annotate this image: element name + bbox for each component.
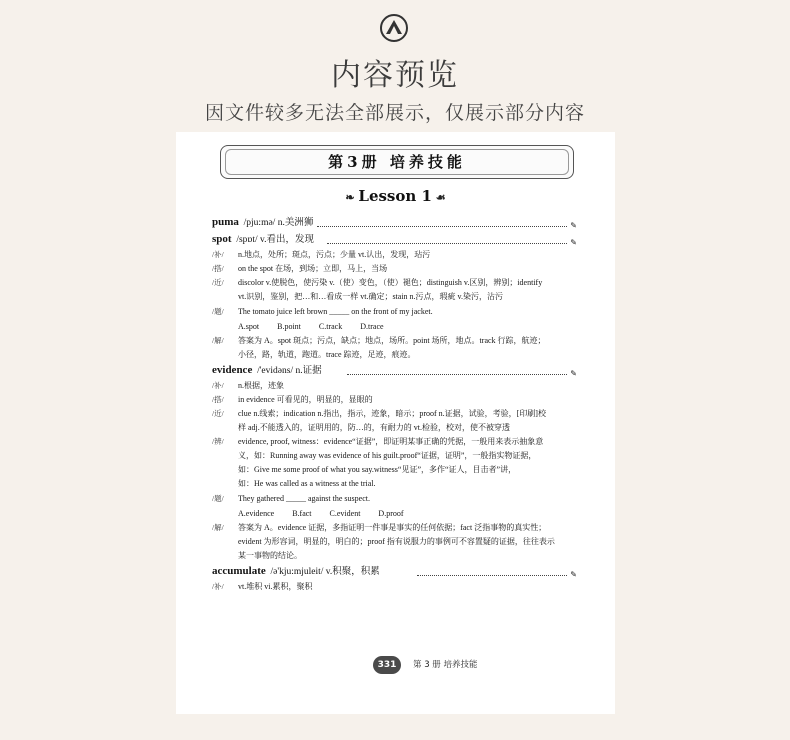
- entry-puma: puma /pju:mə/ n.美洲狮 ✎: [212, 214, 577, 231]
- pen-icon: ✎: [570, 570, 577, 579]
- entry-spot: spot /spɒt/ v.看出，发现 ✎: [212, 231, 577, 248]
- banner-title: 第3册 培养技能: [328, 153, 466, 171]
- book-banner: [220, 145, 574, 179]
- document-body: puma /pju:mə/ n.美洲狮 ✎ spot /spɒt/ v.看出，发现 ✎ /补/ n.地点，处所；斑点，污点；少量 vt.认出，发现，玷污 /搭/ on the spot 在场，到场；立即，马上，当场 /近/ discolor v.使脱色，使污染 v.（使）变色，（使）褪色；distinguish v.区别，辨别；identify vt.识别，鉴别，把…和…看成一样 vt.确定；stain n.污点，瑕疵 v.染污，沾污 /题/ The tomato juice left brown _____ on the front of my jacket. A.spot B.point C.track D.trace /解/ 答案为 A。spot 斑点；污点，缺点；地点，场所。point 场所，地点。track 行踪，航迹； 小径，路，轨道，跑道。trace 踪迹，足迹，痕迹。 evidence /'evidəns/ n.证据 ✎ /补/ n.根据，迹象 /搭/ in evidence 可看见的，明显的，显眼的 /近/ clue n.线索；indication n.指出，指示，迹象，暗示；proof n.证据，试验，考验，[印刷]校 样 adj.不能透入的，证明用的，防…的，有耐力的 vt.检验，校对，使不被穿透 /辨/ evidence, proof, witness：evidence“证据”，即证明某事正确的凭据，一般用来表示抽象意 义，如：Running away was evidence of his guilt.proof“证据，证明”，一般指实物证据， 如：Give me some proof of what you say.witness“见证”，多作“证人，目击者”讲， 如：He was called as a witness at the trial. /题/ They gathered _____ against the suspect. A.evidence B.fact C.evident D.proof /解/ 答案为 A。evidence 证据，多指证明一件事是事实的任何依据；fact 泛指事物的真实性； evident 为形容词，明显的，明白的；proof 指有说服力的事例可不容置疑的证据，往往表示 某一事物的结论。 accumulate /ə'kju:mjuleit/ v.积聚，积累 ✎ /补/ vt.堆积 vi.累积，聚积: [212, 216, 577, 591]
- ornament-left-icon: ❧: [345, 191, 359, 204]
- page-number: 331: [373, 656, 401, 674]
- mountain-peak-icon: [379, 13, 409, 43]
- pen-icon: ✎: [570, 369, 577, 378]
- pen-icon: ✎: [570, 221, 577, 230]
- ornament-right-icon: ☙: [431, 191, 446, 204]
- lesson-heading: ❧ Lesson 1 ☙: [345, 187, 446, 205]
- page-subtitle: 因文件较多无法全部展示，仅展示部分内容: [204, 102, 585, 124]
- document-page: [176, 132, 615, 714]
- entry-accumulate: accumulate /ə'kju:mjuleit/ v.积聚，积累 ✎: [212, 563, 577, 580]
- page-title: 内容预览: [331, 58, 459, 93]
- pen-icon: ✎: [570, 238, 577, 247]
- footer-text: 第 3 册 培养技能: [413, 660, 478, 670]
- entry-evidence: evidence /'evidəns/ n.证据 ✎: [212, 362, 577, 379]
